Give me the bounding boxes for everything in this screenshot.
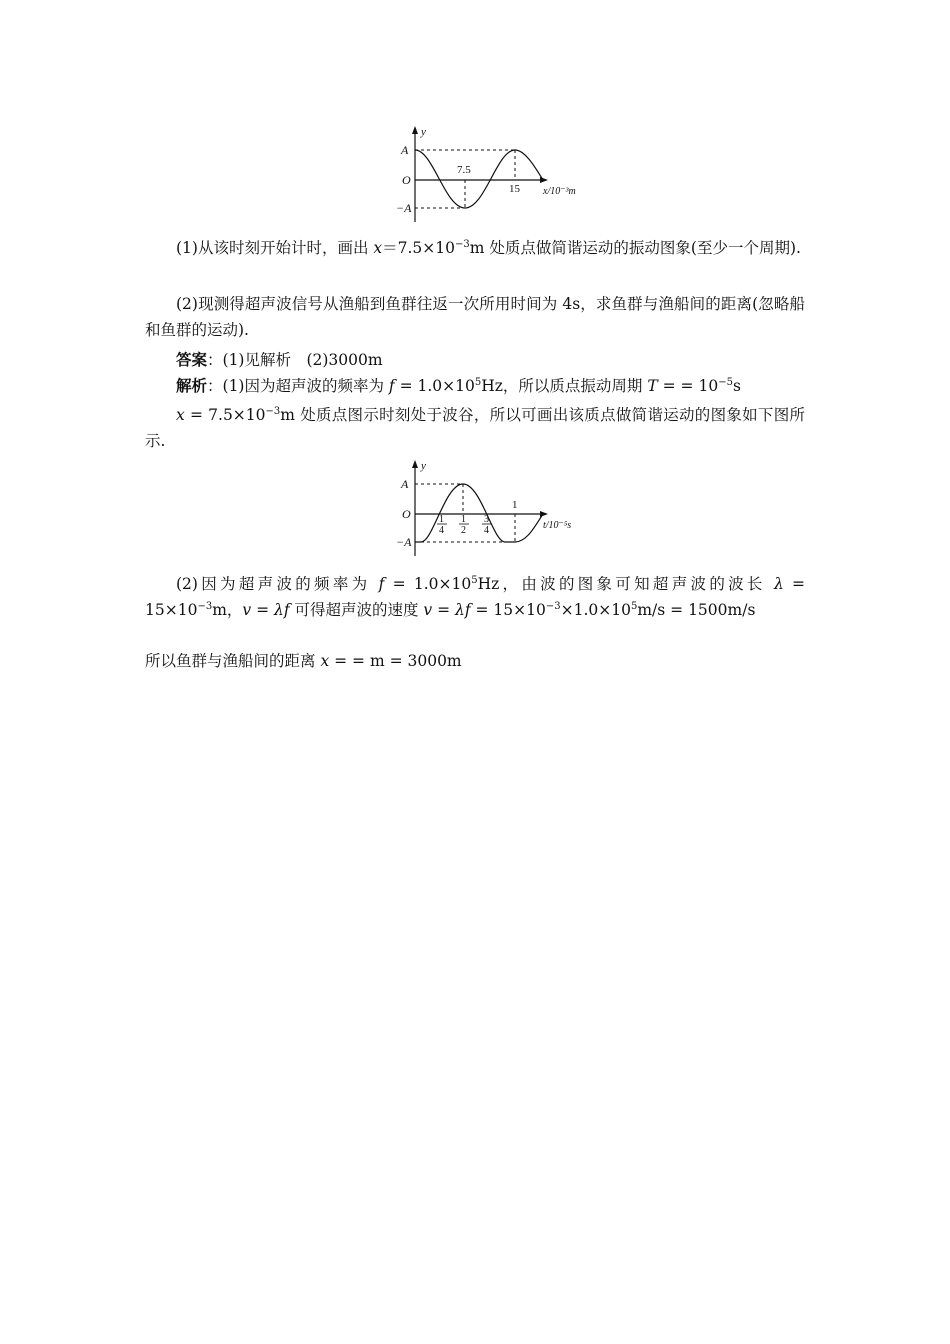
svg-text:4: 4 bbox=[484, 525, 489, 536]
analysis-line-3: (2)因为超声波的频率为 $f = 1.0\times 10^5Hz$，由波的图象可知超声波的波长 $\lambda = 15\times 10^{-3}m$，v = λf 可得超声波的速度 $v = \lambda f = 15\times 10^{-3}\times 1.0\times 10^5m/s = 1500m/s$ bbox=[145, 575, 805, 619]
wave-curve bbox=[415, 150, 543, 208]
tick-neg-A: −A bbox=[396, 535, 412, 549]
fraction-half bbox=[459, 514, 469, 536]
question-2: (2)现测得超声波信号从渔船到鱼群往返一次所用时间为 4s，求鱼群与渔船间的距离(忽略船和鱼群的运动). bbox=[145, 295, 805, 339]
fraction-three-quarter bbox=[482, 514, 492, 536]
analysis-label: 解析 bbox=[176, 376, 208, 395]
y-axis-label: y bbox=[421, 460, 426, 472]
svg-text:1: 1 bbox=[439, 514, 444, 525]
tick-neg-A: −A bbox=[396, 201, 412, 215]
t-axis-label: t/10⁻⁵s bbox=[543, 520, 572, 531]
vibration-graph-figure bbox=[385, 456, 605, 562]
label-1: 1 bbox=[512, 499, 518, 511]
answer-label: 答案 bbox=[176, 350, 208, 369]
wave-graph-figure bbox=[385, 122, 605, 230]
svg-text:4: 4 bbox=[439, 525, 444, 536]
origin-label: O bbox=[402, 173, 411, 187]
answer-line: 答案：(1)见解析 (2)3000m bbox=[176, 350, 383, 369]
svg-text:3: 3 bbox=[484, 514, 489, 525]
analysis-line-1: 解析：(1)因为超声波的频率为 $f = 1.0\times 10^5Hz$，所以质点振动周期 T = = $10^{-5}s$ bbox=[176, 376, 741, 395]
y-axis-arrow bbox=[412, 460, 418, 468]
analysis-line-2: $x = 7.5\times 10^{-3}m$ 处质点图示时刻处于波谷，所以可画出该质点做简谐运动的图象如下图所示. bbox=[145, 406, 805, 450]
y-axis-label: y bbox=[421, 126, 426, 138]
tick-A: A bbox=[401, 477, 409, 491]
x-axis-label: x/10⁻³m bbox=[543, 186, 576, 197]
vibration-curve bbox=[415, 484, 543, 542]
origin-label: O bbox=[402, 507, 411, 521]
wave-graph-svg bbox=[385, 122, 605, 230]
label-15: 15 bbox=[509, 183, 520, 195]
svg-text:1: 1 bbox=[461, 514, 466, 525]
fraction-quarter bbox=[437, 514, 447, 536]
question-1: (1)从该时刻开始计时，画出 $x=7.5\times 10^{-3}m$ 处质点做简谐运动的振动图象(至少一个周期). bbox=[176, 239, 801, 257]
y-axis-arrow bbox=[412, 126, 418, 134]
analysis-line-4: 所以鱼群与渔船间的距离 x = = m = 3000m bbox=[145, 652, 462, 670]
label-7-5: 7.5 bbox=[457, 164, 471, 176]
vibration-graph-svg bbox=[385, 456, 605, 562]
svg-text:2: 2 bbox=[461, 525, 466, 536]
tick-A: A bbox=[401, 143, 409, 157]
